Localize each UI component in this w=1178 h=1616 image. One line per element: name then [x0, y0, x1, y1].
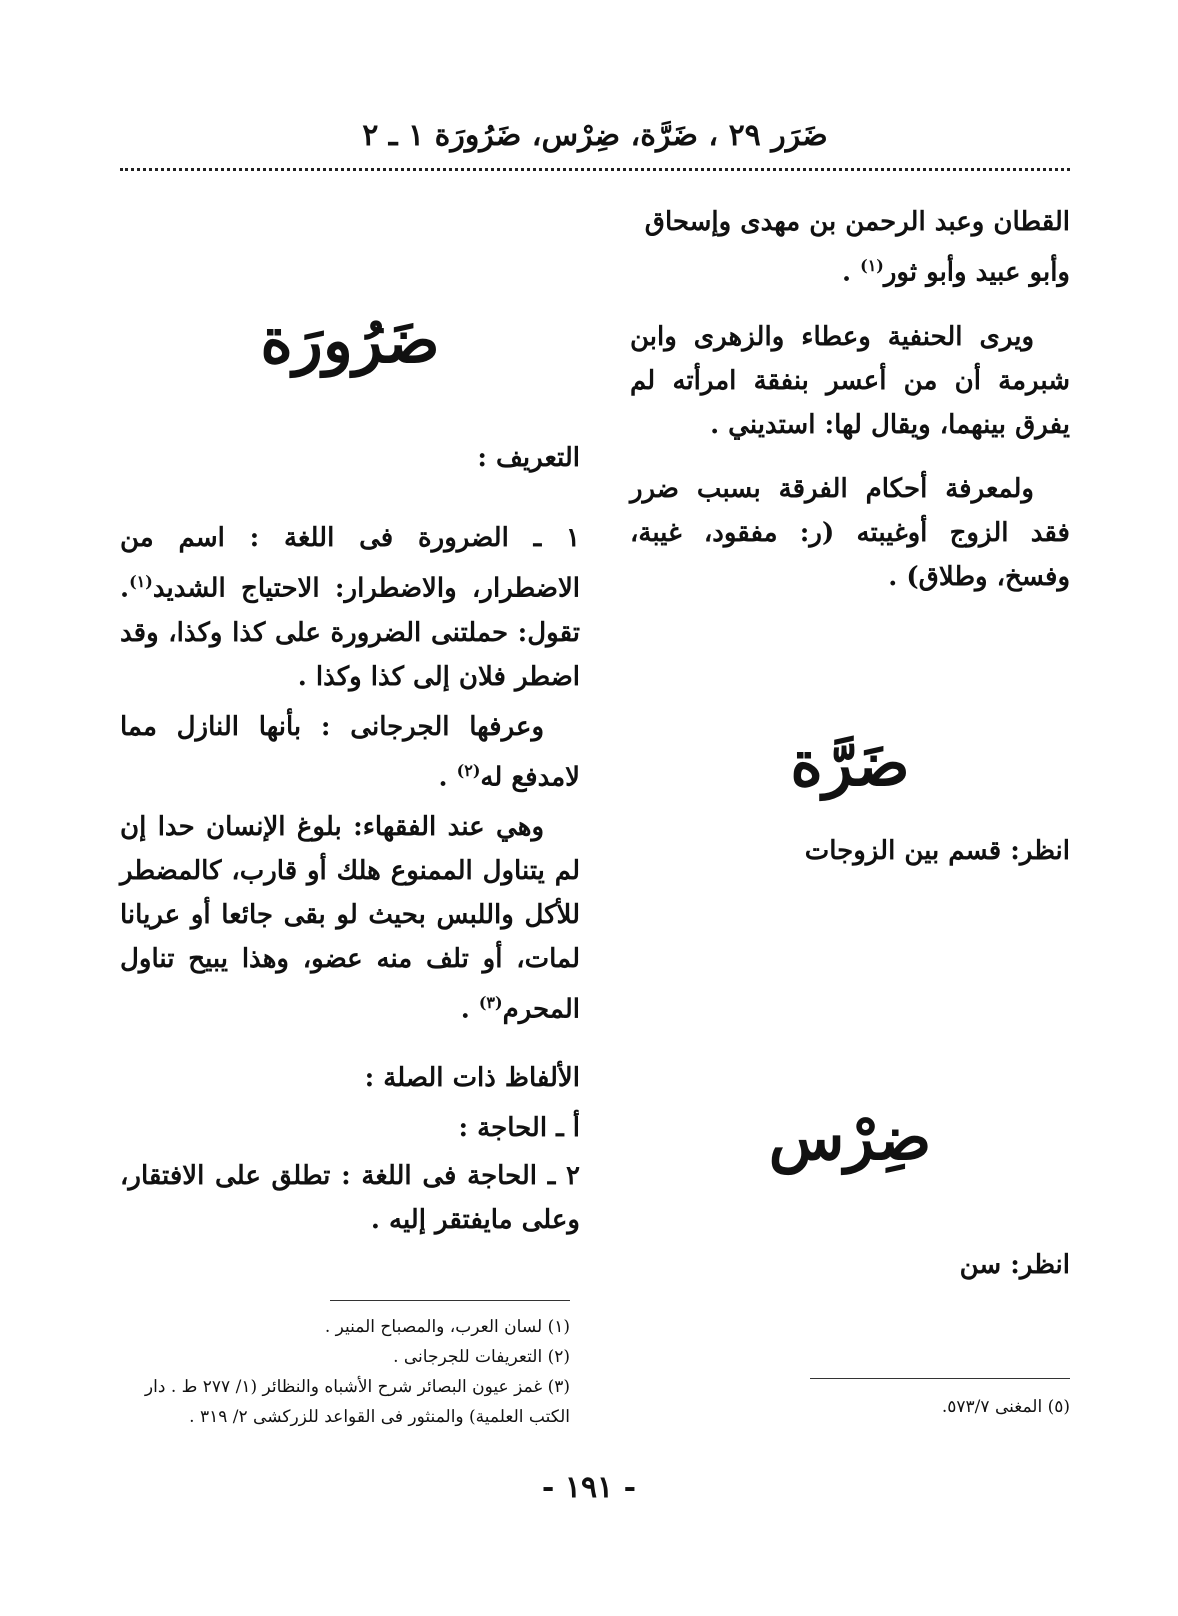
- see-label: انظر:: [1001, 835, 1070, 866]
- right-para-1-end: .: [842, 257, 861, 288]
- term-heading-dirs: ضِرْس: [768, 1100, 932, 1174]
- running-head: ضَرَر ٢٩ ، ضَرَّة، ضِرْس، ضَرُورَة ١ ـ ٢: [362, 118, 828, 153]
- left-para-3-text: وهي عند الفقهاء: بلوغ الإنسان حدا إن لم يتناول الممنوع هلك أو قارب، كالمضطر للأكل واللبس بحيث لو بقى جائعا أو عريانا لمات، أو تلف منه عضو، وهذا يبيح تناول المحرم: [120, 812, 580, 1025]
- definition-heading: التعريف :: [477, 443, 580, 473]
- footnotes-right: [810, 1392, 1070, 1422]
- left-para-1: [120, 516, 580, 699]
- footnote-ref-3: (٣): [478, 993, 503, 1013]
- footnote-divider-right: [810, 1378, 1070, 1379]
- related-terms-heading: الألفاظ ذات الصلة :: [364, 1062, 580, 1093]
- footnote-3: (٣) غمز عيون البصائر شرح الأشباه والنظائر (١/ ٢٧٧ ط . دار الكتب العلمية) والمنثور فى القواعد للزركشى ٢/ ٣١٩ .: [144, 1377, 570, 1427]
- footnotes-left: [120, 1312, 570, 1432]
- left-para-1-rest: . تقول: حملتنى الضرورة على كذا وكذا، وقد اضطر فلان إلى كذا وكذا .: [120, 573, 580, 692]
- right-para-1: [630, 200, 1070, 295]
- right-para-1-line-1: القطان وعبد الرحمن بن مهدى وإسحاق: [644, 207, 1070, 237]
- term-heading-darra: ضَرَّة: [790, 726, 910, 800]
- left-column: [120, 200, 580, 1242]
- footnote-divider-left: [330, 1300, 570, 1301]
- right-para-2: ويرى الحنفية وعطاء والزهرى وابن شبرمة أن من أعسر بنفقة امرأته لم يفرق بينهما، ويقال لها: استديني .: [630, 321, 1070, 440]
- footnote-2: (٢) التعريفات للجرجانى .: [393, 1347, 570, 1367]
- subheading-need: أ ـ الحاجة :: [458, 1112, 580, 1143]
- left-para-2: [120, 705, 580, 800]
- see-value: قسم بين الزوجات: [804, 835, 1002, 866]
- left-para-1-text: ١ ـ الضرورة فى اللغة : اسم من الاضطرار، والاضطرار: الاحتياج الشديد: [120, 523, 580, 604]
- left-para-2-text: وعرفها الجرجانى : بأنها النازل مما لامدفع له: [120, 711, 580, 793]
- left-para-4: ٢ ـ الحاجة فى اللغة : تطلق على الافتقار، وعلى مايفتقر إليه .: [120, 1160, 580, 1235]
- footnote-5: (٥) المغنى ٥٧٣/٧.: [941, 1397, 1070, 1417]
- footnote-ref-1: (١): [860, 256, 884, 275]
- footnote-ref-1: (١): [129, 572, 153, 591]
- page-number: - ١٩١ -: [541, 1470, 637, 1505]
- see-value: سن: [959, 1249, 1002, 1280]
- right-para-1-line-2: وأبو عبيد وأبو ثور: [883, 257, 1070, 288]
- left-para-2-end: .: [438, 762, 457, 793]
- see-also-dirs: [630, 1243, 1070, 1287]
- term-heading-darura: ضَرُورَة: [260, 304, 440, 377]
- left-para-3: [120, 805, 580, 1032]
- footnote-ref-2: (٢): [456, 760, 481, 780]
- see-also-darra: [630, 829, 1070, 873]
- see-label: انظر:: [1001, 1249, 1070, 1280]
- footnote-1: (١) لسان العرب، والمصباح المنير .: [324, 1317, 570, 1337]
- right-para-3: ولمعرفة أحكام الفرقة بسبب ضرر فقد الزوج أوغيبته (ر: مفقود، غيبة، وفسخ، وطلاق) .: [630, 473, 1070, 592]
- right-column: [630, 200, 1070, 1287]
- header-divider: [120, 168, 1070, 171]
- left-para-3-end: .: [460, 994, 479, 1025]
